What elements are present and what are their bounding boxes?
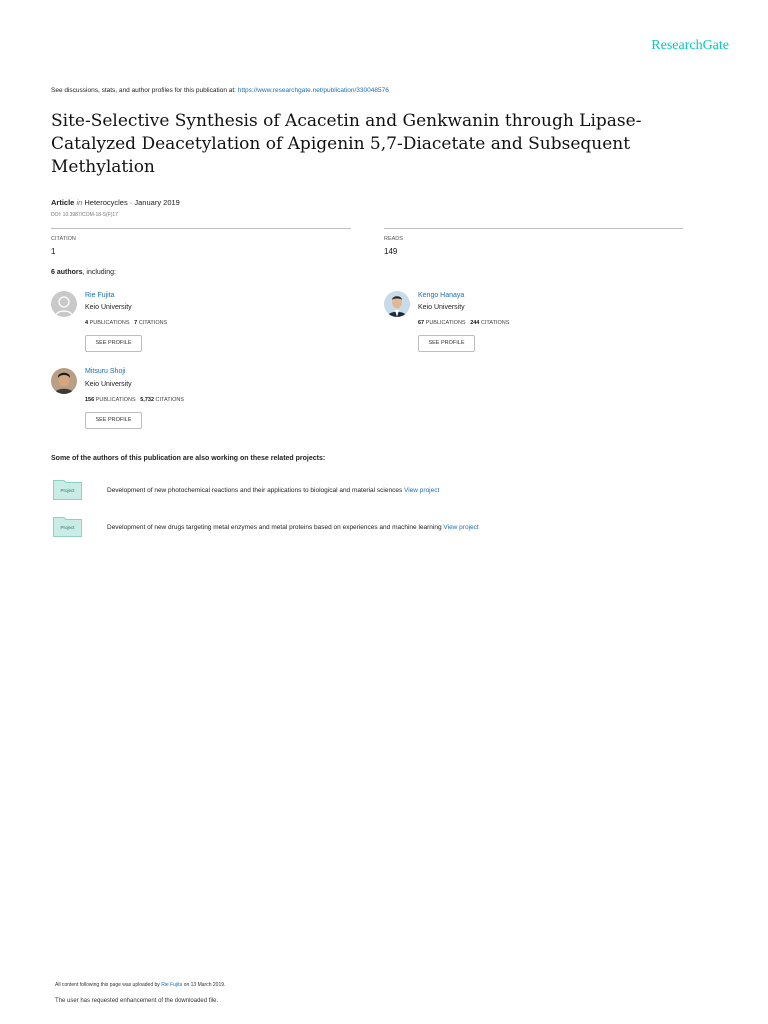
view-project-link[interactable]: View project [443, 524, 479, 531]
reads-label: READS [384, 236, 403, 242]
upload-note [55, 982, 225, 988]
authors-suffix: , including: [82, 269, 116, 276]
authors-heading [51, 269, 116, 276]
avatar-photo-icon[interactable] [384, 291, 410, 317]
upload-suffix: on 13 March 2019. [182, 982, 226, 988]
publication-url-link[interactable]: https://www.researchgate.net/publication/330048576 [237, 87, 389, 94]
article-type: Article [51, 198, 75, 207]
citations-count: 244 [470, 320, 480, 326]
upload-prefix: All content following this page was uploaded by [55, 982, 162, 988]
page-title: Site-Selective Synthesis of Acacetin and Genkwanin through Lipase-Catalyzed Deacetylation of Apigenin 5,7-Diacetate and Subsequent Methylation [51, 111, 642, 177]
project-icon-label: Project [60, 525, 75, 530]
publications-count: 67 [418, 320, 425, 326]
citations-label: CITATIONS [155, 397, 185, 403]
enhancement-note: The user has requested enhancement of the downloaded file. [55, 998, 219, 1004]
article-meta [51, 198, 180, 207]
article-in: in [76, 198, 83, 207]
reads-divider [384, 228, 683, 229]
project-item [107, 524, 479, 531]
authors-count: 6 authors [51, 269, 83, 276]
citation-divider [51, 228, 351, 229]
publications-label: PUBLICATIONS [425, 320, 466, 326]
publications-label: PUBLICATIONS [89, 320, 130, 326]
projects-heading: Some of the authors of this publication are also working on these related projects: [51, 455, 326, 462]
discussion-line [51, 87, 389, 94]
project-item [107, 487, 439, 494]
author-stats [418, 320, 509, 326]
project-description: Development of new drugs targeting metal enzymes and metal proteins based on experiences and machine learning [107, 524, 442, 531]
see-profile-button[interactable]: SEE PROFILE [85, 335, 142, 352]
see-profile-button[interactable]: SEE PROFILE [418, 335, 475, 352]
citations-count: 5,732 [140, 397, 155, 403]
researchgate-logo[interactable]: ResearchGate [651, 38, 729, 53]
citations-count: 7 [134, 320, 138, 326]
publications-count: 4 [85, 320, 89, 326]
citation-value: 1 [51, 247, 56, 256]
author-name-link[interactable]: Kengo Hanaya [418, 292, 465, 299]
author-stats [85, 320, 167, 326]
author-name-link[interactable]: Rie Fujita [85, 292, 115, 299]
citations-label: CITATIONS [138, 320, 168, 326]
project-icon-label: Project [60, 488, 75, 493]
project-folder-icon[interactable] [53, 517, 82, 537]
author-name-link[interactable]: Mitsuru Shoji [85, 368, 126, 375]
author-affiliation: Keio University [85, 381, 132, 388]
author-affiliation: Keio University [418, 304, 465, 311]
citation-label: CITATION [51, 236, 76, 242]
avatar-photo-icon[interactable] [51, 368, 77, 394]
citations-label: CITATIONS [480, 320, 510, 326]
view-project-link[interactable]: View project [404, 487, 440, 494]
see-profile-button[interactable]: SEE PROFILE [85, 412, 142, 429]
project-folder-icon[interactable] [53, 480, 82, 500]
author-affiliation: Keio University [85, 304, 132, 311]
author-stats [85, 397, 184, 403]
publications-count: 156 [85, 397, 95, 403]
discussion-prefix: See discussions, stats, and author profiles for this publication at: [51, 87, 238, 94]
article-doi: DOI: 10.3987/COM-18-S(F)17 [51, 212, 118, 218]
reads-value: 149 [384, 247, 398, 256]
project-description: Development of new photochemical reactions and their applications to biological and material sciences [107, 487, 403, 494]
avatar-placeholder-icon[interactable] [51, 291, 77, 317]
uploader-link[interactable]: Rie Fujita [161, 982, 183, 988]
article-journal[interactable]: Heterocycles · January 2019 [84, 198, 180, 207]
publications-label: PUBLICATIONS [95, 397, 136, 403]
